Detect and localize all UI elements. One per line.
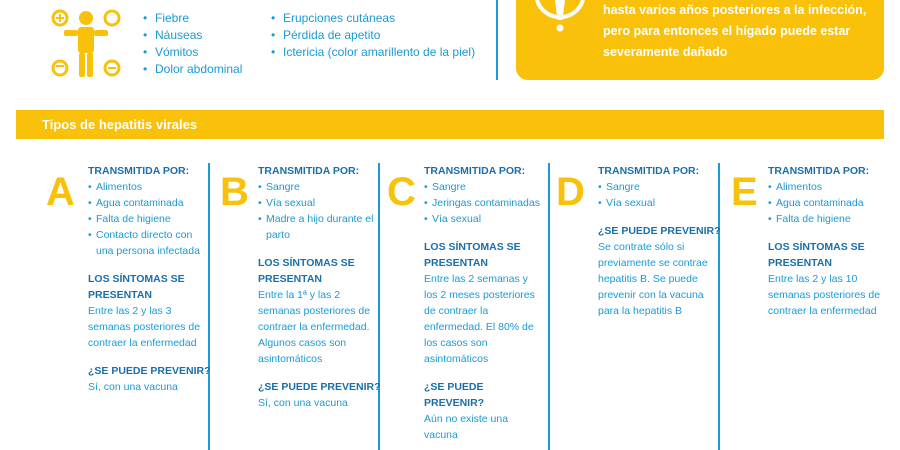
type-letter: A — [46, 170, 75, 214]
type-letter: B — [220, 170, 249, 214]
transmission-list — [598, 179, 722, 211]
list-item: • Sangre — [258, 179, 382, 195]
symptom-list-1 — [143, 10, 242, 78]
type-card-e — [768, 163, 892, 319]
transmission-title: TRANSMITIDA POR: — [424, 165, 526, 177]
list-item: • Náuseas — [143, 28, 203, 42]
list-item: • Alimentos — [88, 179, 212, 195]
list-item: • Pérdida de apetito — [271, 28, 381, 42]
prevent-text: Aún no existe una vacuna — [424, 413, 509, 441]
list-item: • Fiebre — [143, 11, 190, 25]
transmission-list — [88, 179, 212, 259]
symptoms-title: LOS SÍNTOMAS SE PRESENTAN — [424, 241, 521, 269]
prevent-title: ¿SE PUEDE PREVENIR? — [258, 381, 381, 393]
list-item: • Vía sexual — [258, 195, 382, 211]
type-card-d — [598, 163, 722, 319]
exclamation-icon — [533, 0, 587, 44]
prevent-title: ¿SE PUEDE PREVENIR? — [424, 381, 485, 409]
list-item: • Falta de higiene — [768, 211, 892, 227]
symptoms-text: Entre las 2 y las 10 semanas posteriores de contraer la enfermedad — [768, 273, 881, 317]
list-item: • Jeringas contaminadas — [424, 195, 544, 211]
divider — [496, 0, 498, 80]
section-title: Tipos de hepatitis virales — [42, 117, 198, 132]
prevent-title: ¿SE PUEDE PREVENIR? — [598, 225, 721, 237]
type-letter: D — [556, 170, 585, 214]
transmission-list — [768, 179, 892, 227]
person-symptoms-icon — [50, 6, 125, 81]
list-item: • Ictericia (color amarillento de la piel) — [271, 45, 476, 59]
prevent-title: ¿SE PUEDE PREVENIR? — [88, 365, 211, 377]
transmission-list — [258, 179, 382, 243]
list-item: • Erupciones cutáneas — [271, 11, 396, 25]
transmission-title: TRANSMITIDA POR: — [768, 165, 870, 177]
list-item: • Alimentos — [768, 179, 892, 195]
list-item: • Falta de higiene — [88, 211, 212, 227]
symptoms-title: LOS SÍNTOMAS SE PRESENTAN — [768, 241, 865, 269]
list-item: • Contacto directo con una persona infectada — [88, 227, 212, 259]
type-card-b — [258, 163, 382, 411]
transmission-list — [424, 179, 544, 227]
symptoms-text: Entre las 2 semanas y los 2 meses posteriores de contraer la enfermedad. El 80% de los casos son asintomáticos — [424, 273, 535, 365]
type-letter: E — [731, 170, 758, 214]
type-card-c — [424, 163, 544, 443]
type-card-a — [88, 163, 212, 395]
list-item: • Agua contaminada — [768, 195, 892, 211]
section-banner — [16, 110, 884, 139]
symptoms-title: LOS SÍNTOMAS SE PRESENTAN — [88, 273, 185, 301]
transmission-title: TRANSMITIDA POR: — [88, 165, 190, 177]
list-item: • Vómitos — [143, 45, 199, 59]
list-item: • Sangre — [424, 179, 544, 195]
list-item: • Dolor abdominal — [143, 62, 243, 76]
warning-text: hasta varios años posteriores a la infección, pero para entonces el hígado puede estar severamente dañado — [603, 3, 867, 59]
list-item: • Vía sexual — [424, 211, 544, 227]
symptoms-title: LOS SÍNTOMAS SE PRESENTAN — [258, 257, 355, 285]
prevent-text: Se contrate sólo si previamente se contrae hepatitis B. Se puede prevenir con la vacuna para la hepatitis B — [598, 241, 708, 317]
transmission-title: TRANSMITIDA POR: — [598, 165, 700, 177]
transmission-title: TRANSMITIDA POR: — [258, 165, 360, 177]
symptoms-text: Entre la 1ª y las 2 semanas posteriores de contraer la enfermedad. Algunos casos son asintomáticos — [258, 289, 371, 365]
list-item: • Vía sexual — [598, 195, 722, 211]
symptom-list-2 — [271, 10, 475, 61]
symptoms-text: Entre las 2 y las 3 semanas posteriores de contraer la enfermedad — [88, 305, 201, 349]
list-item: • Madre a hijo durante el parto — [258, 211, 382, 243]
divider — [548, 163, 550, 450]
type-letter: C — [387, 170, 416, 214]
list-item: • Sangre — [598, 179, 722, 195]
prevent-text: Sí, con una vacuna — [258, 397, 348, 409]
prevent-text: Sí, con una vacuna — [88, 381, 178, 393]
list-item: • Agua contaminada — [88, 195, 212, 211]
